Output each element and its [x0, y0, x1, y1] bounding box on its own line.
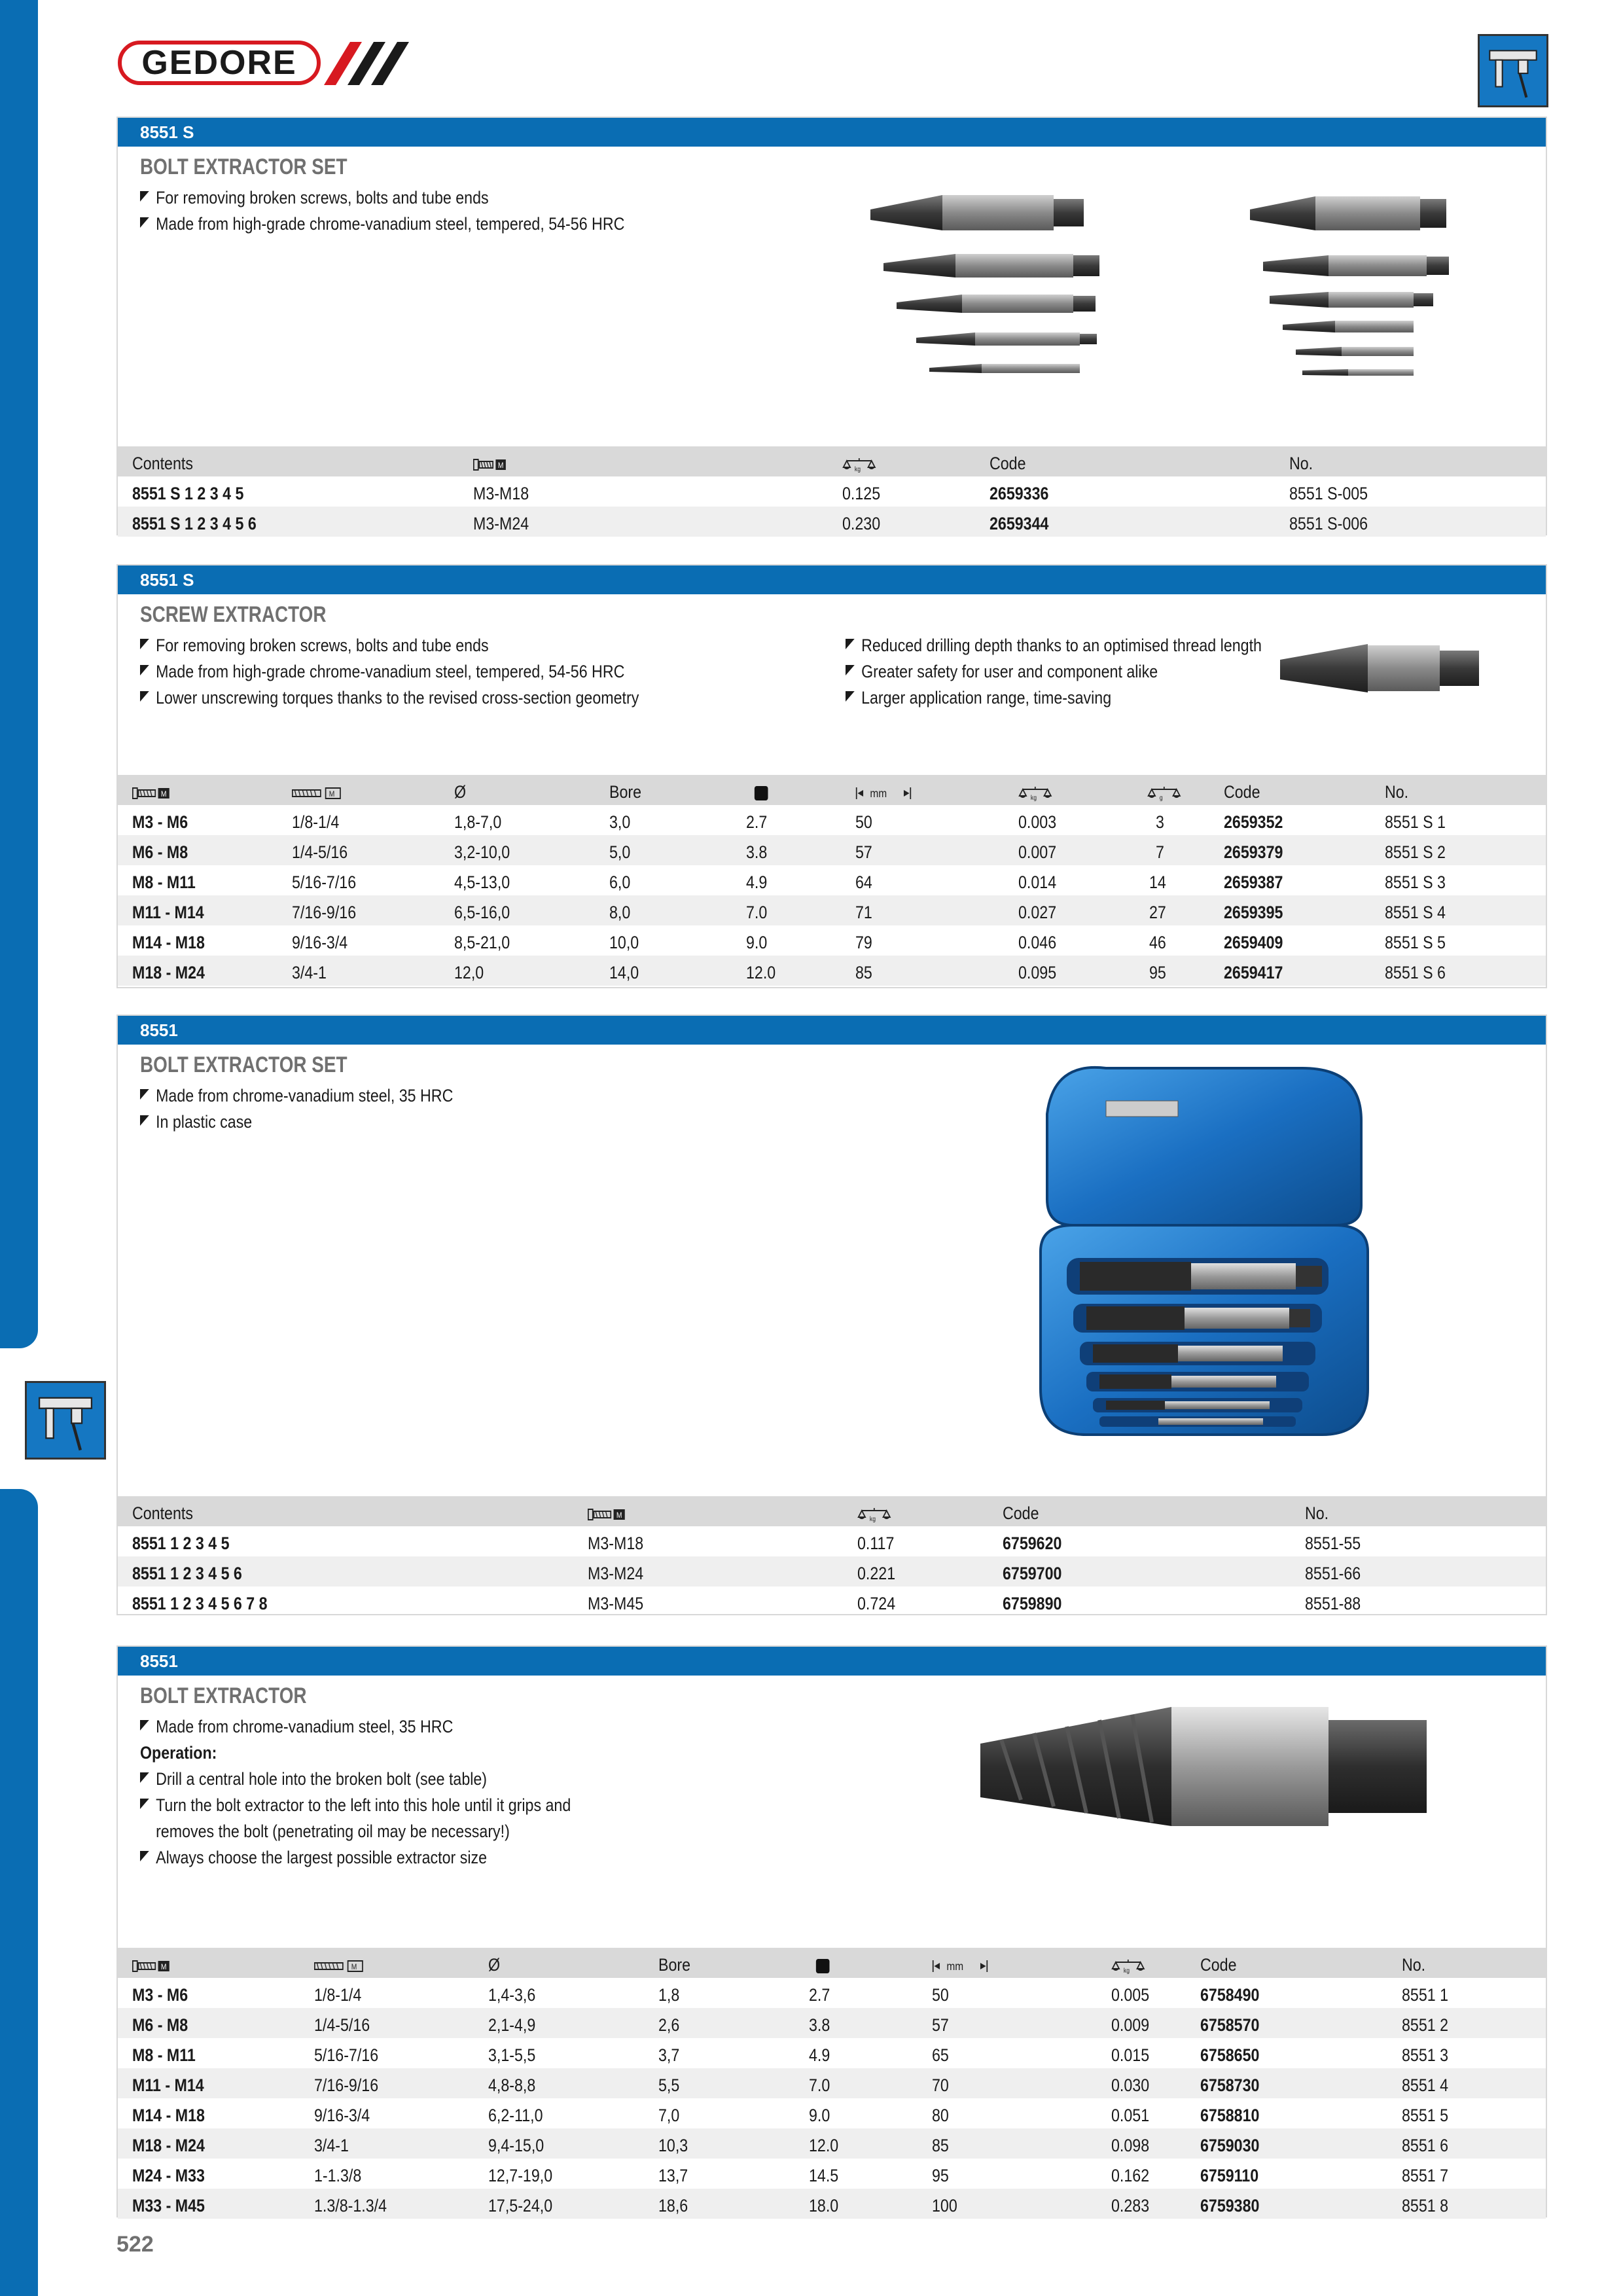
section-bolt-extractor-set-8551s — [116, 117, 1547, 535]
section-code: 8551 — [118, 1016, 1546, 1045]
table-header — [118, 1496, 1546, 1526]
svg-text:mm: mm — [870, 786, 887, 800]
cell-no: 8551 1 — [1402, 1985, 1449, 2005]
cell-thread: M3-M18 — [588, 1534, 644, 1553]
cell-thread: M3-M24 — [588, 1564, 644, 1583]
svg-text:M: M — [329, 790, 335, 799]
col-bore: Bore — [609, 782, 642, 802]
cell-length: 85 — [855, 963, 872, 982]
cell-length: 64 — [855, 872, 872, 892]
section-title: BOLT EXTRACTOR — [140, 1683, 307, 1708]
cell-thread: M24 - M33 — [132, 2166, 205, 2185]
cell-length: 57 — [932, 2015, 949, 2035]
cell-inch: 1.3/8-1.3/4 — [314, 2196, 387, 2215]
table-row — [118, 2128, 1546, 2159]
cell-weight: 0.117 — [857, 1534, 895, 1553]
cell-length: 95 — [932, 2166, 949, 2185]
cell-bore: 10,0 — [609, 933, 639, 952]
weight-scale-icon — [1111, 1955, 1145, 1975]
cell-diameter: 8,5-21,0 — [454, 933, 510, 952]
caliper-category-icon — [1478, 34, 1548, 107]
bullet-arrow-icon — [140, 191, 149, 202]
cell-code: 6758490 — [1200, 1985, 1260, 2005]
cell-weight: 0.095 — [1018, 963, 1057, 982]
cell-square: 14.5 — [809, 2166, 839, 2185]
cell-square: 7.0 — [746, 903, 768, 922]
cell-diameter: 12,0 — [454, 963, 484, 982]
cell-thread: M3 - M6 — [132, 812, 188, 832]
cell-diameter: 4,5-13,0 — [454, 872, 510, 892]
cell-length: 100 — [932, 2196, 957, 2215]
cell-inch: 7/16-9/16 — [314, 2075, 379, 2095]
feature-item: Reduced drilling depth thanks to an optimised thread length — [846, 632, 1262, 658]
cell-square: 4.9 — [746, 872, 768, 892]
cell-no: 8551-66 — [1305, 1564, 1361, 1583]
cell-bore: 3,7 — [658, 2045, 680, 2065]
bullet-arrow-icon — [846, 691, 855, 702]
cell-weight: 0.015 — [1111, 2045, 1150, 2065]
table-header — [118, 446, 1546, 476]
cell-weight-g: 95 — [1149, 963, 1166, 982]
cell-code: 6758570 — [1200, 2015, 1260, 2035]
cell-no: 8551-88 — [1305, 1594, 1361, 1613]
cell-thread: M18 - M24 — [132, 963, 205, 982]
cell-no: 8551 S 6 — [1385, 963, 1446, 982]
bullet-arrow-icon — [140, 1772, 149, 1783]
feature-item: Made from high-grade chrome-vanadium steel, tempered, 54-56 HRC — [140, 658, 639, 685]
feature-item: Always choose the largest possible extractor size — [140, 1844, 571, 1871]
col-contents: Contents — [132, 454, 193, 473]
svg-text:kg: kg — [854, 465, 861, 473]
table-row — [118, 925, 1546, 956]
weight-scale-icon — [842, 454, 876, 474]
cell-length: 70 — [932, 2075, 949, 2095]
cell-weight: 0.046 — [1018, 933, 1057, 952]
svg-text:g: g — [1159, 794, 1163, 801]
cell-inch: 9/16-3/4 — [314, 2106, 370, 2125]
plastic-case-photo — [1027, 1062, 1381, 1441]
section-code: 8551 S — [118, 118, 1546, 147]
feature-list-right — [846, 632, 1329, 711]
cell-contents: 8551 1 2 3 4 5 — [132, 1534, 230, 1553]
cell-square: 12.0 — [746, 963, 776, 982]
cell-weight: 0.007 — [1018, 842, 1057, 862]
bullet-arrow-icon — [846, 665, 855, 675]
cell-thread: M33 - M45 — [132, 2196, 205, 2215]
section-code: 8551 — [118, 1647, 1546, 1676]
cell-inch: 3/4-1 — [314, 2136, 349, 2155]
thread-size-icon — [132, 1955, 171, 1975]
section-screw-extractor-8551s — [116, 564, 1547, 988]
section-title: SCREW EXTRACTOR — [140, 602, 327, 627]
cell-square: 3.8 — [746, 842, 768, 862]
cell-weight: 0.014 — [1018, 872, 1057, 892]
col-code: Code — [990, 454, 1026, 473]
feature-item: For removing broken screws, bolts and tube ends — [140, 185, 624, 211]
cell-length: 80 — [932, 2106, 949, 2125]
feature-item: In plastic case — [140, 1109, 453, 1135]
cell-bore: 14,0 — [609, 963, 639, 982]
cell-thread: M3-M24 — [473, 514, 529, 533]
svg-text:kg: kg — [1030, 794, 1037, 801]
cell-code: 2659344 — [990, 514, 1049, 533]
section-bolt-extractor-8551 — [116, 1645, 1547, 2217]
thread-inch-icon — [314, 1955, 365, 1975]
cell-weight: 0.125 — [842, 484, 881, 503]
col-code: Code — [1200, 1955, 1237, 1975]
cell-no: 8551 6 — [1402, 2136, 1449, 2155]
feature-item: Larger application range, time-saving — [846, 685, 1262, 711]
bullet-arrow-icon — [140, 1089, 149, 1100]
table-header — [118, 1948, 1546, 1978]
cell-code: 2659387 — [1224, 872, 1283, 892]
feature-item: Made from chrome-vanadium steel, 35 HRC — [140, 1713, 571, 1740]
cell-code: 6759380 — [1200, 2196, 1260, 2215]
square-drive-icon — [815, 1955, 830, 1975]
cell-no: 8551 S 5 — [1385, 933, 1446, 952]
cell-inch: 1/4-5/16 — [292, 842, 348, 862]
feature-list — [140, 1713, 641, 1871]
svg-text:M: M — [160, 790, 167, 799]
cell-square: 3.8 — [809, 2015, 830, 2035]
cell-square: 18.0 — [809, 2196, 839, 2215]
cell-weight: 0.027 — [1018, 903, 1057, 922]
table-row — [118, 2008, 1546, 2038]
edge-tab-bottom — [0, 1489, 38, 2296]
cell-weight-g: 27 — [1149, 903, 1166, 922]
cell-weight-g: 3 — [1156, 812, 1164, 832]
thread-size-icon — [473, 454, 507, 474]
cell-thread: M18 - M24 — [132, 2136, 205, 2155]
cell-code: 6759700 — [1003, 1564, 1062, 1583]
cell-square: 7.0 — [809, 2075, 830, 2095]
cell-contents: 8551 1 2 3 4 5 6 7 8 — [132, 1594, 268, 1613]
cell-inch: 5/16-7/16 — [314, 2045, 379, 2065]
cell-bore: 5,5 — [658, 2075, 680, 2095]
svg-text:kg: kg — [869, 1515, 876, 1522]
bullet-arrow-icon — [140, 1720, 149, 1731]
cell-code: 6758650 — [1200, 2045, 1260, 2065]
feature-list — [140, 1083, 504, 1135]
cell-thread: M3 - M6 — [132, 1985, 188, 2005]
cell-no: 8551 8 — [1402, 2196, 1449, 2215]
feature-item-continued: removes the bolt (penetrating oil may be necessary!) — [156, 1821, 510, 1841]
extractor-set-photo — [864, 190, 1492, 406]
cell-square: 12.0 — [809, 2136, 839, 2155]
cell-thread: M8 - M11 — [132, 872, 196, 892]
cell-square: 2.7 — [809, 1985, 830, 2005]
cell-no: 8551 S-005 — [1289, 484, 1368, 503]
cell-inch: 3/4-1 — [292, 963, 327, 982]
bullet-arrow-icon — [846, 639, 855, 649]
cell-contents: 8551 S 1 2 3 4 5 6 — [132, 514, 257, 533]
cell-code: 6759030 — [1200, 2136, 1260, 2155]
cell-diameter: 1,8-7,0 — [454, 812, 502, 832]
cell-length: 71 — [855, 903, 872, 922]
bullet-arrow-icon — [140, 639, 149, 649]
table-row — [118, 805, 1546, 835]
cell-bore: 2,6 — [658, 2015, 680, 2035]
cell-square: 9.0 — [809, 2106, 830, 2125]
cell-no: 8551 S-006 — [1289, 514, 1368, 533]
cell-inch: 1-1.3/8 — [314, 2166, 362, 2185]
table-row — [118, 507, 1546, 537]
cell-code: 6758730 — [1200, 2075, 1260, 2095]
cell-no: 8551 3 — [1402, 2045, 1449, 2065]
feature-item: Made from high-grade chrome-vanadium steel, tempered, 54-56 HRC — [140, 211, 624, 237]
edge-tab-top — [0, 0, 38, 1348]
cell-inch: 5/16-7/16 — [292, 872, 357, 892]
cell-square: 2.7 — [746, 812, 768, 832]
cell-thread: M14 - M18 — [132, 2106, 205, 2125]
cell-weight: 0.724 — [857, 1594, 896, 1613]
thread-size-icon — [132, 782, 171, 802]
cell-weight: 0.005 — [1111, 1985, 1150, 2005]
cell-diameter: 2,1-4,9 — [488, 2015, 536, 2035]
cell-code: 6759110 — [1200, 2166, 1259, 2185]
table-row — [118, 956, 1546, 986]
col-code: Code — [1003, 1503, 1039, 1523]
cell-weight: 0.283 — [1111, 2196, 1150, 2215]
cell-bore: 13,7 — [658, 2166, 688, 2185]
cell-weight-g: 7 — [1156, 842, 1164, 862]
table-row — [118, 2038, 1546, 2068]
cell-no: 8551 2 — [1402, 2015, 1449, 2035]
cell-length: 50 — [855, 812, 872, 832]
col-no: No. — [1385, 782, 1409, 802]
cell-diameter: 6,2-11,0 — [488, 2106, 543, 2125]
thread-size-icon — [588, 1503, 627, 1524]
feature-item: Turn the bolt extractor to the left into this hole until it grips and — [140, 1792, 571, 1818]
cell-no: 8551 S 1 — [1385, 812, 1446, 832]
cell-bore: 7,0 — [658, 2106, 680, 2125]
bullet-arrow-icon — [140, 217, 149, 228]
section-title: BOLT EXTRACTOR SET — [140, 1052, 348, 1077]
brand-logo — [118, 41, 321, 85]
cell-thread: M6 - M8 — [132, 2015, 188, 2035]
cell-bore: 8,0 — [609, 903, 631, 922]
cell-thread: M11 - M14 — [132, 903, 204, 922]
cell-contents: 8551 1 2 3 4 5 6 — [132, 1564, 242, 1583]
cell-code: 6758810 — [1200, 2106, 1260, 2125]
section-bolt-extractor-set-8551 — [116, 1014, 1547, 1615]
cell-no: 8551 7 — [1402, 2166, 1449, 2185]
feature-item: For removing broken screws, bolts and tube ends — [140, 632, 639, 658]
cell-weight: 0.003 — [1018, 812, 1057, 832]
table-row — [118, 1526, 1546, 1556]
feature-item: Lower unscrewing torques thanks to the revised cross-section geometry — [140, 685, 639, 711]
cell-no: 8551 4 — [1402, 2075, 1449, 2095]
svg-text:M: M — [160, 1963, 167, 1972]
cell-bore: 6,0 — [609, 872, 631, 892]
feature-list-left — [140, 632, 720, 711]
bullet-arrow-icon — [140, 691, 149, 702]
cell-diameter: 6,5-16,0 — [454, 903, 510, 922]
cell-inch: 9/16-3/4 — [292, 933, 348, 952]
cell-code: 6759620 — [1003, 1534, 1062, 1553]
operation-label: Operation: — [140, 1743, 217, 1763]
table-header — [118, 775, 1546, 805]
bullet-arrow-icon — [140, 1799, 149, 1809]
table-row — [118, 895, 1546, 925]
feature-item: Drill a central hole into the broken bolt (see table) — [140, 1766, 571, 1792]
bullet-arrow-icon — [140, 1115, 149, 1126]
cell-inch: 1/8-1/4 — [314, 1985, 362, 2005]
cell-diameter: 3,1-5,5 — [488, 2045, 536, 2065]
length-mm-icon — [855, 782, 912, 802]
screw-extractor-photo — [1276, 636, 1486, 702]
pack-quantity-icon — [1147, 782, 1181, 802]
cell-length: 79 — [855, 933, 872, 952]
page-number: 522 — [116, 2232, 154, 2257]
feature-list — [140, 185, 704, 237]
cell-thread: M11 - M14 — [132, 2075, 204, 2095]
brand-name: GEDORE — [141, 44, 297, 82]
cell-thread: M3-M18 — [473, 484, 529, 503]
cell-length: 65 — [932, 2045, 949, 2065]
svg-text:mm: mm — [946, 1959, 964, 1973]
weight-scale-icon — [1018, 782, 1052, 802]
cell-code: 2659409 — [1224, 933, 1283, 952]
table-row — [118, 2189, 1546, 2219]
svg-text:kg: kg — [1123, 1967, 1130, 1974]
length-mm-icon — [932, 1955, 988, 1975]
col-no: No. — [1289, 454, 1313, 473]
cell-diameter: 3,2-10,0 — [454, 842, 510, 862]
cell-length: 57 — [855, 842, 872, 862]
section-code: 8551 S — [118, 565, 1546, 594]
cell-square: 9.0 — [746, 933, 768, 952]
thread-inch-icon — [292, 782, 342, 802]
table-row — [118, 835, 1546, 865]
cell-code: 2659336 — [990, 484, 1049, 503]
cell-diameter: 1,4-3,6 — [488, 1985, 536, 2005]
cell-bore: 1,8 — [658, 1985, 680, 2005]
svg-text:M: M — [497, 461, 504, 471]
cell-length: 50 — [932, 1985, 949, 2005]
svg-text:M: M — [351, 1963, 357, 1972]
cell-code: 2659379 — [1224, 842, 1283, 862]
bullet-arrow-icon — [140, 665, 149, 675]
cell-diameter: 9,4-15,0 — [488, 2136, 544, 2155]
col-no: No. — [1305, 1503, 1329, 1523]
cell-bore: 3,0 — [609, 812, 631, 832]
table-row — [118, 865, 1546, 895]
table-row — [118, 476, 1546, 507]
cell-code: 2659395 — [1224, 903, 1283, 922]
cell-inch: 1/4-5/16 — [314, 2015, 370, 2035]
cell-inch: 1/8-1/4 — [292, 812, 340, 832]
col-bore: Bore — [658, 1955, 691, 1975]
logo-slashes-icon — [324, 39, 409, 88]
table-row — [118, 1556, 1546, 1587]
table-row — [118, 2098, 1546, 2128]
col-contents: Contents — [132, 1503, 193, 1523]
cell-bore: 5,0 — [609, 842, 631, 862]
cell-weight: 0.221 — [857, 1564, 896, 1583]
cell-no: 8551 5 — [1402, 2106, 1449, 2125]
cell-thread: M8 - M11 — [132, 2045, 196, 2065]
weight-scale-icon — [857, 1503, 891, 1524]
col-diameter: Ø — [488, 1955, 501, 1975]
cell-bore: 10,3 — [658, 2136, 688, 2155]
cell-weight: 0.230 — [842, 514, 881, 533]
svg-text:M: M — [616, 1511, 622, 1520]
cell-weight: 0.030 — [1111, 2075, 1150, 2095]
col-no: No. — [1402, 1955, 1426, 1975]
cell-thread: M6 - M8 — [132, 842, 188, 862]
cell-diameter: 12,7-19,0 — [488, 2166, 553, 2185]
cell-length: 85 — [932, 2136, 949, 2155]
cell-code: 2659417 — [1224, 963, 1283, 982]
cell-weight-g: 46 — [1149, 933, 1166, 952]
cell-thread: M14 - M18 — [132, 933, 205, 952]
cell-thread: M3-M45 — [588, 1594, 644, 1613]
bullet-arrow-icon — [140, 1851, 149, 1861]
cell-no: 8551 S 4 — [1385, 903, 1446, 922]
square-drive-icon — [754, 782, 768, 802]
cell-diameter: 17,5-24,0 — [488, 2196, 553, 2215]
table-row — [118, 1978, 1546, 2008]
feature-item: Made from chrome-vanadium steel, 35 HRC — [140, 1083, 453, 1109]
cell-weight: 0.051 — [1111, 2106, 1150, 2125]
cell-diameter: 4,8-8,8 — [488, 2075, 536, 2095]
cell-no: 8551 S 3 — [1385, 872, 1446, 892]
table-row — [118, 2068, 1546, 2098]
cell-code: 6759890 — [1003, 1594, 1062, 1613]
cell-bore: 18,6 — [658, 2196, 688, 2215]
cell-square: 4.9 — [809, 2045, 830, 2065]
col-code: Code — [1224, 782, 1260, 802]
cell-contents: 8551 S 1 2 3 4 5 — [132, 484, 244, 503]
bolt-extractor-photo — [975, 1698, 1433, 1835]
cell-weight-g: 14 — [1149, 872, 1166, 892]
table-row — [118, 1587, 1546, 1617]
cell-no: 8551-55 — [1305, 1534, 1361, 1553]
cell-inch: 7/16-9/16 — [292, 903, 357, 922]
col-diameter: Ø — [454, 782, 467, 802]
cell-code: 2659352 — [1224, 812, 1283, 832]
section-title: BOLT EXTRACTOR SET — [140, 154, 348, 179]
cell-weight: 0.098 — [1111, 2136, 1150, 2155]
table-row — [118, 2159, 1546, 2189]
caliper-side-icon — [25, 1381, 106, 1460]
cell-no: 8551 S 2 — [1385, 842, 1446, 862]
feature-item: Greater safety for user and component alike — [846, 658, 1262, 685]
cell-weight: 0.162 — [1111, 2166, 1150, 2185]
cell-weight: 0.009 — [1111, 2015, 1150, 2035]
